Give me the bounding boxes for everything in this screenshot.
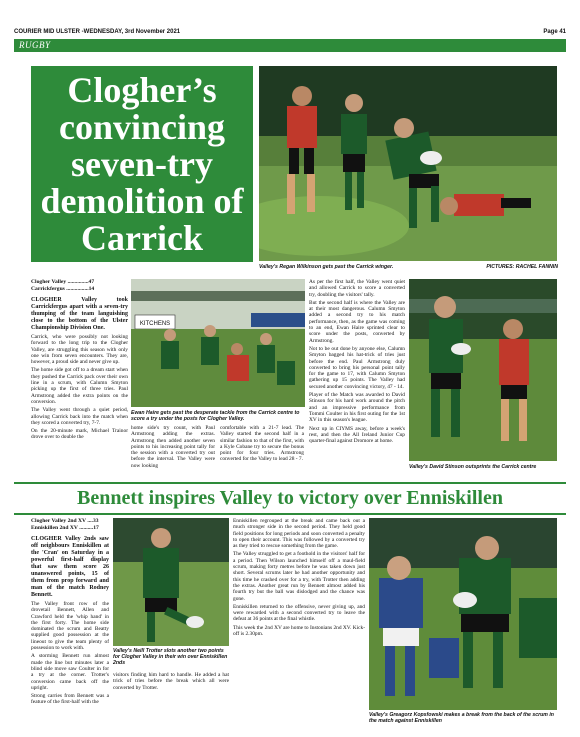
middle-photo-caption: Ewan Haire gets past the desperate tackle from the Carrick centre to score a try under the posts for Clogher Valley. [131,410,300,422]
photo-credit: PICTURES: RACHEL FANNIN [486,264,558,270]
story1-column-1 [31,279,128,475]
divider-bottom [14,513,566,515]
story2-column-3 [233,518,365,728]
divider-top [14,482,566,484]
paragraph: Next up in CIYMS away, before a week's rest, and then the All Ireland Junior Cup quarter-final against Dromore at home. [309,425,405,445]
score-line-home: Clogher Valley 2nd XV ....33 [31,518,99,524]
main-photo [259,66,557,261]
paragraph: Enniskillen returned to the offensive, never giving up, and were rewarded with a second converted try to leave the defeat at 36 points at the final whistle. [233,603,365,623]
paragraph: But the second half is where the Valley are at their most dangerous. Calumn Smyton added a second try to his match performance, then, as the game was coming to an end, Ewan Haire sprinted clear to score under the posts, converted by Armstrong. [309,299,405,344]
paragraph: Player of the Match was awarded to David Stinson for his hard work around the pitch and an impressive performance from Tommi Coulter in his first outing for the 1st XV in this season's league. [309,392,405,424]
paragraph: Strong carries from Bennett was a feature of the first-half with the [31,693,109,706]
paragraph: Enniskillen regrouped at the break and came back out a much stronger side in the second period. They held good field positions for long periods and soon converted a penalty to open their account. This was followed by a converted try as they tried to rescue something from the game. [233,518,365,550]
middle-photo [131,279,305,407]
paragraph: This week the 2nd XV are home to Instonians 2nd XV. Kick-off is 2.30pm. [233,624,365,638]
newspaper-dateline: COURIER MID ULSTER -WEDNESDAY, 3rd November 2021 [14,29,181,35]
section-banner: RUGBY [14,39,566,52]
paragraph: The Valley struggled to get a foothold in the visitors' half for a period. Then Wilson launched himself off a maul-field scrum, making forty metres before he was taken down just short. Several scrums later he had another opportunity and this time he crashed over for a try, with Trotter then adding the extras. Another great run by Bennett almost added his fourth try but the ball was dislodged and the chance was gone. [233,551,365,602]
right-photo [409,279,557,461]
paragraph: The Valley front row of the drovetail Bennett, Allen and Crawford held the 'whip hand' in the first forty. The home side dominated the scrum and Beatty supplied good possession at the lineout to give the team plenty of possession to work with. [31,601,109,652]
paragraph: Carrick, who were possibly not looking forward to the long trip to the Clogher Valley, are struggling this season with only one win from seven encounters. They are, however, a proud side and never give up. [31,334,128,366]
paragraph: The home side got off to a dream start when they pushed the Carrick pack over their own line in a scrum, with Calumn Smyton picking up the first of three tries. Paul Armstrong added the extra points on the conversion. [31,367,128,405]
story2-column-1 [31,518,109,728]
story2-left-photo [113,518,229,646]
score-line-away: Enniskillen 2nd XV ..........17 [31,525,99,531]
score-line-home: Clogher Valley ...............47 [31,279,95,285]
paragraph: A storming Bennett run almost made the line but minutes later a blind side move saw Coulter in for a try at the corner. Trotter's conversion came back off the upright. [31,653,109,691]
paragraph: Not to be out done by anyone else, Calumn Smyton bagged his hat-trick of tries just before the end. Paul Armstrong duly converted to bring his personal point tally for the game to 17, with Calumn Smyton gathering up 15 points. The Valley had secured another convincing victory, 47 - 14. [309,345,405,390]
story2-right-photo [369,518,557,710]
story1-column-2: home side's try count, with Paul Armstrong adding the extras. Armstrong then added another seven points to his increasing point tally for the session with a converted try out before the interval. The Valley were now looking [131,425,215,469]
story2-lead: CLOGHER Valley 2nds saw off neighbours Enniskillen at the 'Cran' on Saturday in a powerful first-half display that saw them score 26 unanswered points, 15 of them from prop forward and man of the match Rodney Bennett. [31,536,109,598]
paragraph: On the 20-minute mark, Michael Trainor drove over to double the [31,428,128,441]
kitchens-sign: KITCHENS [139,321,171,327]
story1-column-3: comfortable with a 21-7 lead. The Valley started the second half in a similar fashion to that of the first, with a Kyle Cobane try to secure the bonus point for four tries. Armstrong converted for the Valley to lead 28 - 7. [220,425,304,463]
paragraph: The Valley went through a quiet period, allowing Carrick back into the match when they scored a converted try, 7-7. [31,407,128,426]
main-photo-caption: Valley's Regan Wilkinson gets past the Carrick winger. [259,264,394,270]
page-number: Page 41 [543,29,566,35]
story2-headline: Bennett inspires Valley to victory over Enniskillen [77,487,503,509]
story2-right-caption: Valley's Greagorz Kopsfowski makes a break from the back of the scrum in the match against Enniskillen [369,712,554,724]
story1-lead: CLOGHER Valley took Carrickfergus apart with a seven-try thumping of the team languishing close to the bottom of the Ulster Championship Division One. [31,297,128,331]
page-header [14,27,566,37]
right-photo-caption: Valley's David Stinson outsprints the Carrick centre [409,464,537,470]
story2-left-caption: Valley's Neill Trotter slots another two points for Clogher Valley in their win over Enniskillen 2nds [113,648,228,666]
paragraph: As per the first half, the Valley went quiet and allowed Carrick to score a converted try, doubling the visitors' tally. [309,279,405,298]
score-line-away: Carrickfergus ................14 [31,286,95,292]
story2-column-2: visitors finding him hard to handle. He added a hat trick of tries before the break which all were converted by Trotter. [113,672,229,691]
story1-column-4 [309,279,405,475]
story1-headline: Clogher’s convincing seven-try demolition of Carrick [31,66,253,262]
